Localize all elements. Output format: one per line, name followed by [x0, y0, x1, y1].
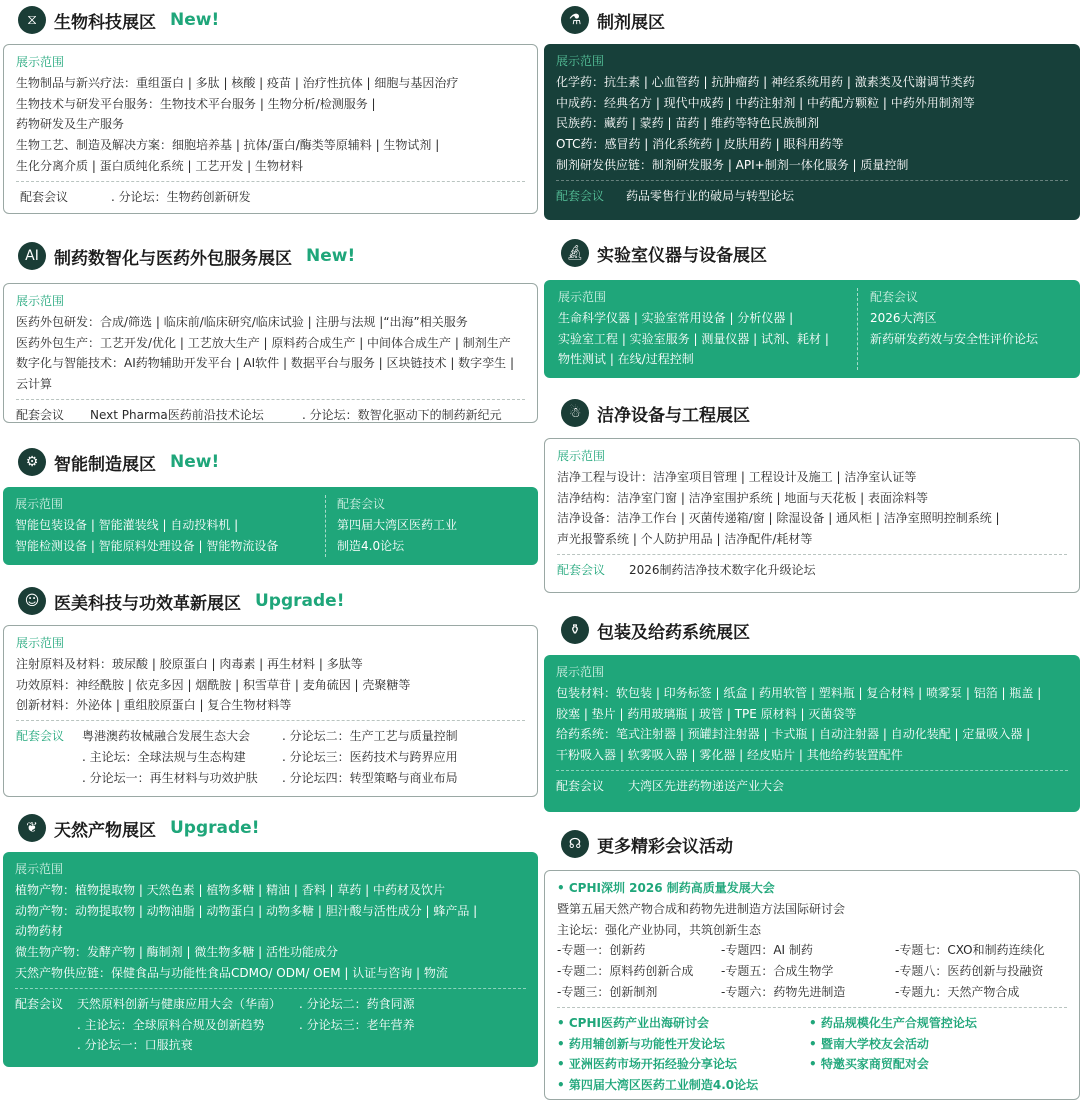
scope-line: 声光报警系统 | 个人防护用品 | 洁净配件/耗材等	[557, 532, 813, 547]
event-item: • CPHI医药产业出海研讨会	[557, 1013, 809, 1034]
event-item: • 亚洲医药市场开拓经验分享论坛	[557, 1054, 809, 1075]
scope-line: OTC药：感冒药 | 消化系统药 | 皮肤用药 | 眼科用药等	[556, 137, 844, 152]
scope-line: 天然产物供应链：保健食品与功能性食品CDMO/ ODM/ OEM | 认证与咨询 | 物流	[15, 965, 448, 980]
dna-icon: ⧖	[18, 6, 46, 34]
conference-row: 配套会议 . 分论坛：生物药创新研发	[20, 189, 251, 204]
pill-bottle-icon: ⚱	[561, 616, 589, 644]
conference-row: 配套会议 大湾区先进药物递送产业大会	[556, 778, 785, 793]
scope-line: 数字化与智能技术：AI药物辅助开发平台 | AI软件 | 数据平台与服务 | 区块链技术 | 数字孪生 |	[16, 356, 515, 371]
lab-panel: 展示范围 生命科学仪器 | 实验室常用设备 | 分析仪器 | 实验室工程 | 实验室服务 | 测量仪器 | 试剂、耗材 | 物性测试 | 在线/过程控制 配套会议 2026大湾区 新药研发药效与安全性评价论坛	[544, 280, 1080, 378]
conference-row: 配套会议 药品零售行业的破局与转型论坛	[556, 188, 795, 203]
scope-line: 功效原料：神经酰胺 | 依克多因 | 烟酰胺 | 积雪草苷 | 麦角硫因 | 壳聚糖等	[16, 677, 411, 692]
main-conference: • CPHI深圳 2026 制药高质量发展大会	[557, 878, 1067, 899]
bottle-icon: ⚗	[561, 6, 589, 34]
scope-line: 物性测试 | 在线/过程控制	[558, 352, 694, 367]
scope-line: 干粉吸入器 | 软雾吸入器 | 雾化器 | 经皮贴片 | 其他给药装置配件	[556, 748, 903, 763]
ai-icon: AI	[18, 242, 46, 270]
section-title-more: ☊ 更多精彩会议活动	[561, 829, 733, 859]
scope-line: 微生物产物：发酵产物 | 酶制剂 | 微生物多糖 | 活性功能成分	[15, 945, 339, 960]
section-title-clean: ☃ 洁净设备与工程展区	[561, 398, 750, 428]
topic-row: -专题一：创新药 -专题四：AI 制药 -专题七：CXO和制药连续化	[557, 943, 1045, 958]
scope-line: 洁净结构：洁净室门窗 | 洁净室围护系统 | 地面与天花板 | 表面涂料等	[557, 490, 929, 505]
section-title-bio: ⧖ 生物科技展区 New!	[18, 5, 219, 35]
scope-line: 动物产物：动物提取物 | 动物油脂 | 动物蛋白 | 动物多糖 | 胆汁酸与活性成分 | 蜂产品 |	[15, 903, 478, 918]
event-item: • 药用辅创新与功能性开发论坛	[557, 1034, 809, 1055]
scope-line: 生命科学仪器 | 实验室常用设备 | 分析仪器 |	[558, 310, 794, 325]
conference-row: 配套会议 Next Pharma医药前沿技术论坛 . 分论坛：数智化驱动下的制药新纪元	[16, 407, 502, 422]
section-title-packaging: ⚱ 包装及给药系统展区	[561, 615, 750, 645]
leaf-icon: ❦	[18, 814, 46, 842]
event-item: • 特邀买家商贸配对会	[809, 1054, 977, 1075]
scope-line: 实验室工程 | 实验室服务 | 测量仪器 | 试剂、耗材 |	[558, 331, 829, 346]
event-item: • 第四届大湾区医药工业制造4.0论坛	[557, 1075, 809, 1096]
clean-panel: 展示范围 洁净工程与设计：洁净室项目管理 | 工程设计及施工 | 洁净室认证等 洁净结构：洁净室门窗 | 洁净室围护系统 | 地面与天花板 | 表面涂料等 洁净设备：洁净工作台 | 灭菌传递箱/窗 | 除湿设备 | 通风柜 | 洁净室照明控制系统 | 声光报警系统 | 个人防护用品 | 洁净配件/耗材等 配套会议 2026制药洁净技术数字化升级论坛	[544, 438, 1080, 593]
scope-line: 医药外包生产：工艺开发/优化 | 工艺放大生产 | 原料药合成生产 | 中间体合成生产 | 制剂生产	[16, 335, 511, 350]
more-panel: • CPHI深圳 2026 制药高质量发展大会 暨第五届天然产物合成和药物先进制造方法国际研讨会 主论坛：强化产业协同，共筑创新生态 -专题一：创新药 -专题四：AI 制药 -专题七：CXO和制药连续化 -专题二：原料药创新合成 -专题五：合成生物学 -专题八：医药创新与投融资 -专题三：创新制剂 -专题六：药物先进制造 -专题九：天然产物合成 • CPHI医药产业出海研讨会 • 药用辅创新与功能性开发论坛 • 亚洲医药市场开拓经验分享论坛 • 第四届大湾区医药工业制造4.0论坛 • 药品规模化生产合规管控论坛 • 暨南大学校友会活动 • 特邀买家商贸配对会	[544, 870, 1080, 1100]
conference-row: 配套会议 2026制药洁净技术数字化升级论坛	[557, 562, 816, 577]
scope-line: 胶塞 | 垫片 | 药用玻璃瓶 | 玻管 | TPE 原材料 | 灭菌袋等	[556, 706, 857, 721]
event-item: • 暨南大学校友会活动	[809, 1034, 977, 1055]
scope-line: 生物工艺、制造及解决方案：细胞培养基 | 抗体/蛋白/酶类等原辅料 | 生物试剂 |	[16, 138, 440, 153]
events-list	[557, 1013, 1067, 1096]
face-icon: ☺	[18, 587, 46, 615]
topic-row: -专题二：原料药创新合成 -专题五：合成生物学 -专题八：医药创新与投融资	[557, 964, 1044, 979]
speaker-icon: ☊	[561, 830, 589, 858]
scope-line: 生化分离介质 | 蛋白质纯化系统 | 工艺开发 | 生物材料	[16, 158, 304, 173]
scope-line: 云计算	[16, 377, 53, 392]
scope-line: 药物研发及生产服务	[16, 117, 125, 132]
beauty-panel: 展示范围 注射原料及材料：玻尿酸 | 胶原蛋白 | 肉毒素 | 再生材料 | 多肽等 功效原料：神经酰胺 | 依克多因 | 烟酰胺 | 积雪草苷 | 麦角硫因 | 壳聚糖等 创新材料：外泌体 | 重组胶原蛋白 | 复合生物材料等 配套会议 粤港澳药妆械融合发展生态大会 . 主论坛：全球法规与生态构建 . 分论坛一：再生材料与功效护肤 . 分论坛二：生产工艺与质量控制 . 分论坛三：医药技术与跨界应用 . 分论坛四：转型策略与商业布局	[3, 625, 538, 797]
conference-row: 配套会议 天然原料创新与健康应用大会（华南） . 主论坛：全球原料合规及创新趋势 . 分论坛一：口服抗衰 . 分论坛二：药食同源 . 分论坛三：老年营养	[15, 996, 415, 1053]
scope-line: 植物产物：植物提取物 | 天然色素 | 植物多糖 | 精油 | 香料 | 草药 | 中药材及饮片	[15, 882, 446, 897]
section-title-formulation: ⚗ 制剂展区	[561, 5, 665, 35]
conference-row: 配套会议 粤港澳药妆械融合发展生态大会 . 主论坛：全球法规与生态构建 . 分论坛一：再生材料与功效护肤 . 分论坛二：生产工艺与质量控制 . 分论坛三：医药技术与跨界应用 . 分论坛四：转型策略与商业布局	[16, 729, 458, 785]
scope-line: 动物药材	[15, 924, 64, 939]
scope-line: 医药外包研发：合成/筛选 | 临床前/临床研究/临床试验 | 注册与法规 |“出海”相关服务	[16, 314, 468, 329]
scope-line: 民族药：藏药 | 蒙药 | 苗药 | 维药等特色民族制剂	[556, 116, 820, 131]
section-title-digital: AI 制药数智化与医药外包服务展区 New!	[18, 241, 355, 271]
section-title-smart: ⚙ 智能制造展区 New!	[18, 447, 219, 477]
bio-panel: 展示范围 生物制品与新兴疗法：重组蛋白 | 多肽 | 核酸 | 疫苗 | 治疗性抗体 | 细胞与基因治疗 生物技术与研发平台服务：生物技术平台服务 | 生物分析/检测服务 | 药物研发及生产服务 生物工艺、制造及解决方案：细胞培养基 | 抗体/蛋白/酶类等原辅料 | 生物试剂 | 生化分离介质 | 蛋白质纯化系统 | 工艺开发 | 生物材料 配套会议 . 分论坛：生物药创新研发	[3, 44, 538, 214]
scope-line: 创新材料：外泌体 | 重组胶原蛋白 | 复合生物材料等	[16, 698, 292, 713]
microscope-icon: 🔬︎	[561, 239, 589, 267]
section-title-natural: ❦ 天然产物展区 Upgrade!	[18, 813, 259, 843]
scope-line: 洁净工程与设计：洁净室项目管理 | 工程设计及施工 | 洁净室认证等	[557, 469, 917, 484]
packaging-panel: 展示范围 包装材料：软包装 | 印务标签 | 纸盒 | 药用软管 | 塑料瓶 | 复合材料 | 喷雾泵 | 铝箔 | 瓶盖 | 胶塞 | 垫片 | 药用玻璃瓶 | 玻管 | TPE 原材料 | 灭菌袋等 给药系统：笔式注射器 | 预罐封注射器 | 卡式瓶 | 自动注射器 | 自动化装配 | 定量吸入器 | 干粉吸入器 | 软雾吸入器 | 雾化器 | 经皮贴片 | 其他给药装置配件 配套会议 大湾区先进药物递送产业大会	[544, 655, 1080, 812]
topic-row: -专题三：创新制剂 -专题六：药物先进制造 -专题九：天然产物合成	[557, 984, 1020, 999]
scope-line: 生物技术与研发平台服务：生物技术平台服务 | 生物分析/检测服务 |	[16, 96, 376, 111]
section-title-beauty: ☺ 医美科技与功效革新展区 Upgrade!	[18, 586, 344, 616]
cleanroom-suit-icon: ☃	[561, 399, 589, 427]
scope-line: 智能检测设备 | 智能原料处理设备 | 智能物流设备	[15, 538, 279, 553]
formulation-panel: 展示范围 化学药：抗生素 | 心血管药 | 抗肿瘤药 | 神经系统用药 | 激素类及代谢调节类药 中成药：经典名方 | 现代中成药 | 中药注射剂 | 中药配方颗粒 | 中药外用制剂等 民族药：藏药 | 蒙药 | 苗药 | 维药等特色民族制剂 OTC药：感冒药 | 消化系统药 | 皮肤用药 | 眼科用药等 制剂研发供应链：制剂研发服务 | API+制剂一体化服务 | 质量控制 配套会议 药品零售行业的破局与转型论坛	[544, 44, 1080, 220]
smart-panel: 展示范围 智能包装设备 | 智能灌装线 | 自动投料机 | 智能检测设备 | 智能原料处理设备 | 智能物流设备 配套会议 第四届大湾区医药工业 制造4.0论坛	[3, 487, 538, 565]
scope-line: 包装材料：软包装 | 印务标签 | 纸盒 | 药用软管 | 塑料瓶 | 复合材料 | 喷雾泵 | 铝箔 | 瓶盖 |	[556, 685, 1042, 700]
section-title-lab: 🔬︎ 实验室仪器与设备展区	[561, 238, 767, 268]
scope-line: 中成药：经典名方 | 现代中成药 | 中药注射剂 | 中药配方颗粒 | 中药外用制剂等	[556, 95, 975, 110]
scope-line: 制剂研发供应链：制剂研发服务 | API+制剂一体化服务 | 质量控制	[556, 157, 909, 172]
scope-line: 给药系统：笔式注射器 | 预罐封注射器 | 卡式瓶 | 自动注射器 | 自动化装配 | 定量吸入器 |	[556, 727, 1031, 742]
scope-line: 智能包装设备 | 智能灌装线 | 自动投料机 |	[15, 517, 239, 532]
event-item: • 药品规模化生产合规管控论坛	[809, 1013, 977, 1034]
digital-panel: 展示范围 医药外包研发：合成/筛选 | 临床前/临床研究/临床试验 | 注册与法规 |“出海”相关服务 医药外包生产：工艺开发/优化 | 工艺放大生产 | 原料药合成生产 | 中间体合成生产 | 制剂生产 数字化与智能技术：AI药物辅助开发平台 | AI软件 | 数据平台与服务 | 区块链技术 | 数字孪生 | 云计算 配套会议 Next Pharma医药前沿技术论坛 . 分论坛：数智化驱动下的制药新纪元	[3, 283, 538, 423]
scope-line: 化学药：抗生素 | 心血管药 | 抗肿瘤药 | 神经系统用药 | 激素类及代谢调节类药	[556, 74, 975, 89]
scope-line: 注射原料及材料：玻尿酸 | 胶原蛋白 | 肉毒素 | 再生材料 | 多肽等	[16, 656, 363, 671]
scope-line: 洁净设备：洁净工作台 | 灭菌传递箱/窗 | 除湿设备 | 通风柜 | 洁净室照明控制系统 |	[557, 511, 1000, 526]
natural-panel: 展示范围 植物产物：植物提取物 | 天然色素 | 植物多糖 | 精油 | 香料 | 草药 | 中药材及饮片 动物产物：动物提取物 | 动物油脂 | 动物蛋白 | 动物多糖 | 胆汁酸与活性成分 | 蜂产品 | 动物药材 微生物产物：发酵产物 | 酶制剂 | 微生物多糖 | 活性功能成分 天然产物供应链：保健食品与功能性食品CDMO/ ODM/ OEM | 认证与咨询 | 物流 配套会议 天然原料创新与健康应用大会（华南） . 主论坛：全球原料合规及创新趋势 . 分论坛一：口服抗衰 . 分论坛二：药食同源 . 分论坛三：老年营养	[3, 852, 538, 1067]
scope-line: 生物制品与新兴疗法：重组蛋白 | 多肽 | 核酸 | 疫苗 | 治疗性抗体 | 细胞与基因治疗	[16, 75, 459, 90]
robot-arm-icon: ⚙	[18, 448, 46, 476]
